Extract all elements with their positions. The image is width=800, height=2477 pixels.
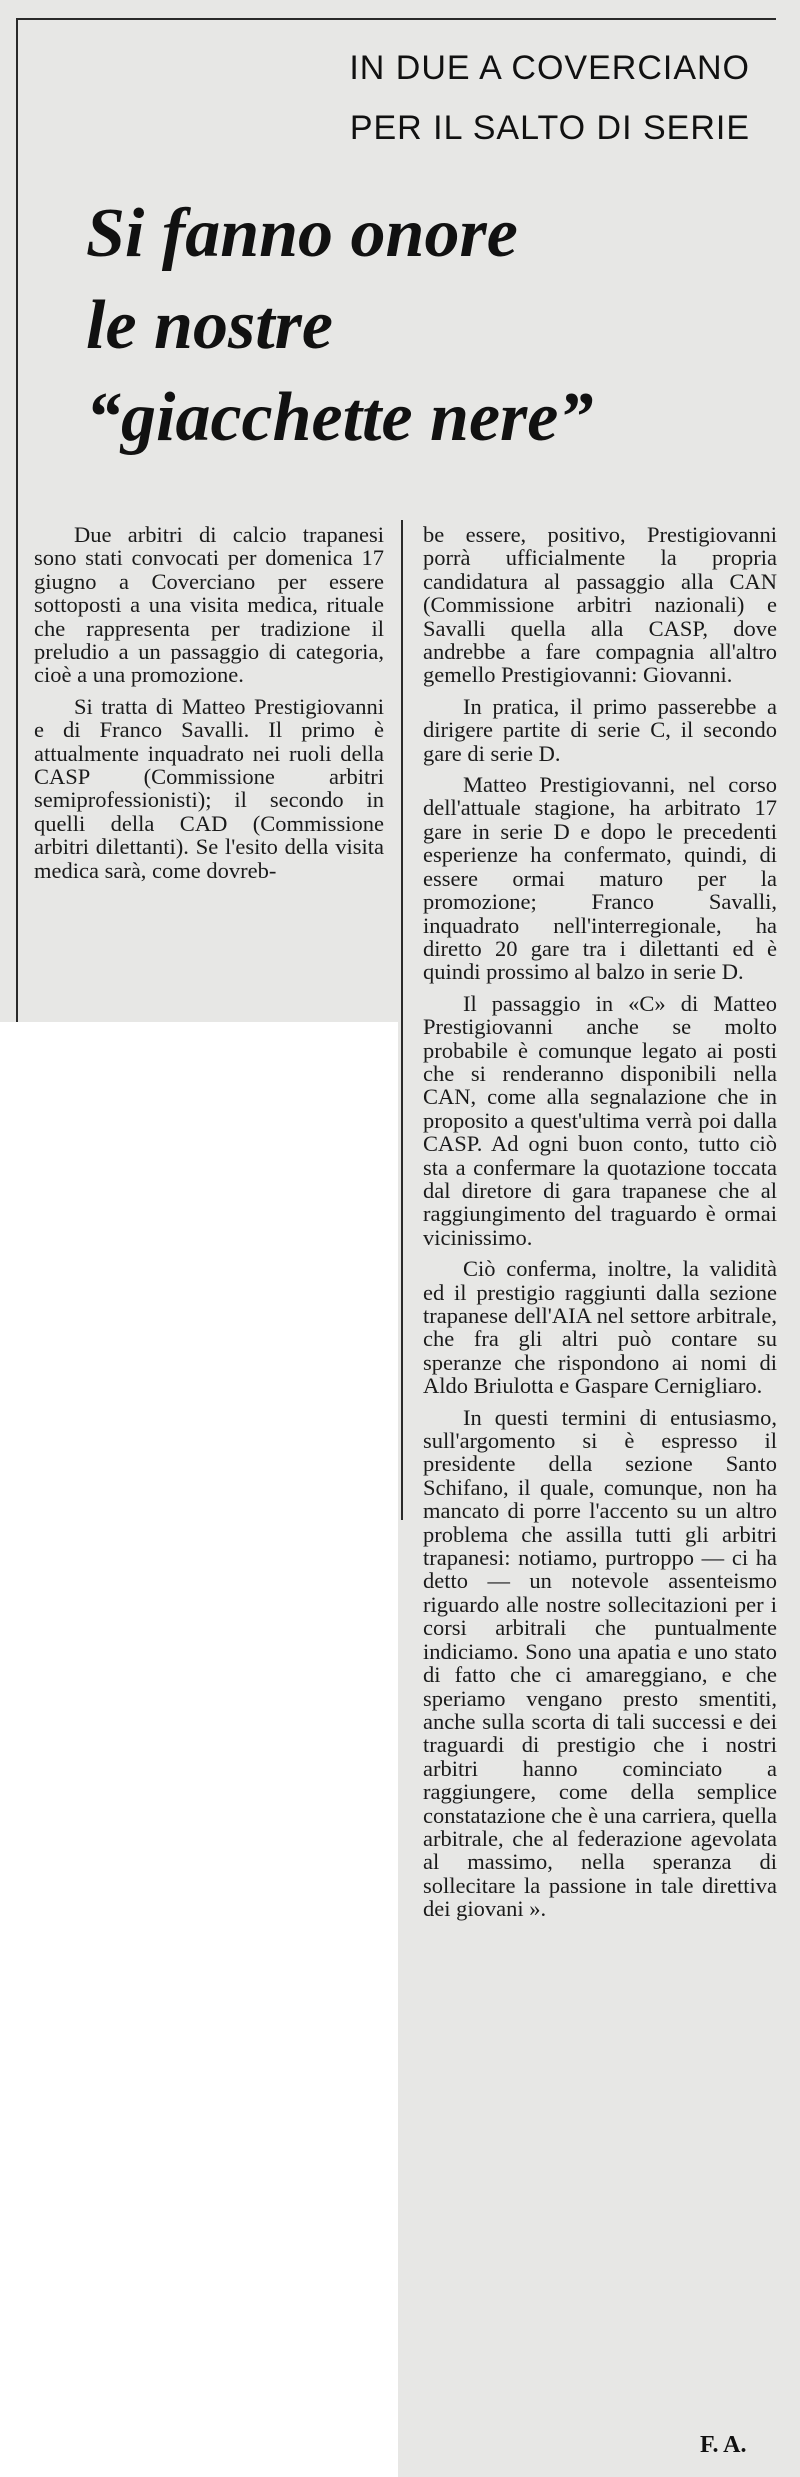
author-signature: F. A. [700, 2432, 747, 2458]
top-rule [16, 18, 776, 20]
headline-line-3: “giacchette nere” [86, 379, 594, 456]
left-column [34, 523, 384, 890]
kicker-line-2: PER IL SALTO DI SERIE [349, 109, 750, 147]
paragraph: In questi termini di entusiasmo, sull'argomento si è espresso il presidente della sezione Santo Schifano, il quale, comunque, non ha mancato di porre l'accento su un altro problema che assilla tutti gli arbitri trapanesi: notiamo, purtroppo — ci ha detto — un notevole assenteismo riguardo alle nostre sollecitazioni per i corsi arbitrali che puntualmente indiciamo. Sono una apatia e uno stato di fatto che ci amareggiano, e che speriamo vengano presto smentiti, anche sulla scorta di tali successi e dei traguardi di prestigio che i nostri arbitri hanno cominciato a raggiungere, come della semplice constatazione che è una carriera, quella arbitrale, che al federazione agevolata al massimo, nella speranza di sollecitare la passione in tale direttiva dei giovani ». [423, 1404, 777, 1922]
headline-line-2: le nostre [86, 287, 333, 364]
right-column [423, 523, 777, 1929]
headline [86, 188, 593, 464]
paragraph: be essere, positivo, Prestigiovanni porrà ufficialmente la propria candidatura al passaggio alla CAN (Commissione arbitri nazionali) e Savalli quella alla CASP, dove andrebbe a fare compagnia all'altro gemello Prestigiovanni: Giovanni. [423, 522, 777, 688]
paragraph: Si tratta di Matteo Prestigiovanni e di Franco Savalli. Il primo è attualmente inquadrato nei ruoli della CASP (Commissione arbitri semiprofessionisti); il secondo in quelli della CAD (Commissione arbitri dilettanti). Se l'esito della visita medica sarà, come dovreb- [34, 693, 384, 883]
paragraph: In pratica, il primo passerebbe a dirigere partite di serie C, il secondo gare di serie D. [423, 693, 777, 766]
left-rule [16, 18, 18, 1022]
headline-line-1: Si fanno onore [86, 195, 518, 272]
column-divider [401, 520, 403, 1520]
paragraph: Due arbitri di calcio trapanesi sono stati convocati per domenica 17 giugno a Coverciano per essere sottoposti a una visita medica, rituale che rappresenta per tradizione il preludio a un passaggio di categoria, cioè a una promozione. [34, 522, 384, 688]
kicker-line-1: IN DUE A COVERCIANO [349, 49, 750, 87]
kicker [349, 38, 750, 158]
paragraph: Matteo Prestigiovanni, nel corso dell'attuale stagione, ha arbitrato 17 gare in serie D e dopo le precedenti esperienze ha confermato, quindi, di essere ormai maturo per la promozione; Franco Savalli, inquadrato nell'interregionale, ha diretto 20 gare tra i dilettanti ed è quindi prossimo al balzo in serie D. [423, 772, 777, 985]
paragraph: Il passaggio in «C» di Matteo Prestigiovanni anche se molto probabile è comunque legato ai posti che si renderanno disponibili nella CAN, come alla segnalazione che in proposito a quest'ultima verrà poi dalla CASP. Ad ogni buon conto, tutto ciò sta a confermare la quotazione toccata dal diretore di gara trapanese che al raggiungimento del traguardo è ormai vicinissimo. [423, 990, 777, 1250]
paragraph: Ciò conferma, inoltre, la validità ed il prestigio raggiunti dalla sezione trapanese dell'AIA nel settore arbitrale, che fra gli altri può contare su speranze che rispondono ai nomi di Aldo Briulotta e Gaspare Cernigliaro. [423, 1256, 777, 1399]
